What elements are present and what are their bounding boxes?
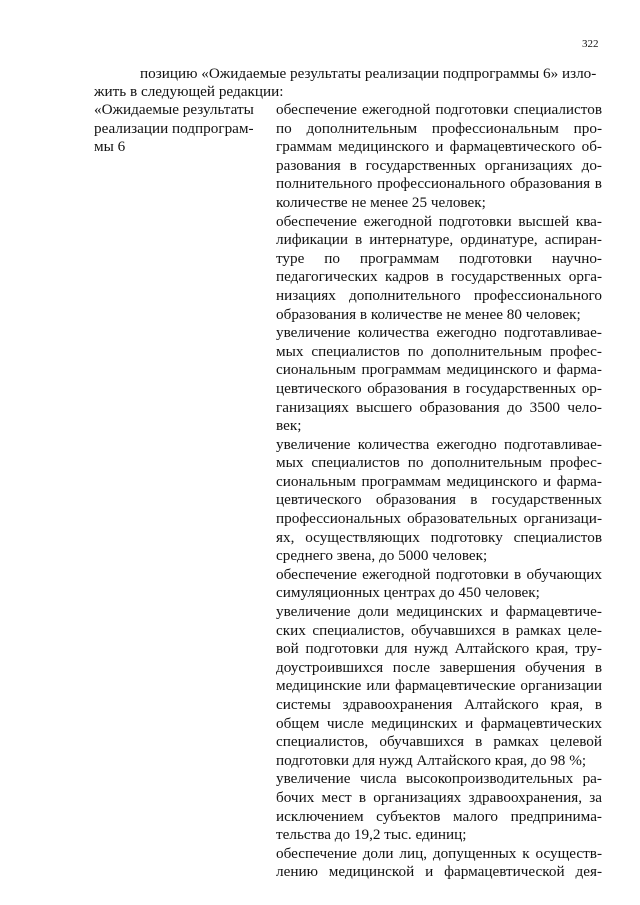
right-cell-line: образования в количестве не менее 80 человек; [276,305,581,323]
right-cell-line: ганизациях высшего образования до 3500 чело- [276,398,602,416]
right-cell-line: количестве не менее 25 человек; [276,193,486,211]
right-cell-line: обеспечение ежегодной подготовки высшей ква- [276,212,602,230]
right-cell-line: обеспечение ежегодной подготовки в обучающих [276,565,602,583]
right-cell-line: обеспечение ежегодной подготовки специалистов [276,101,602,118]
intro-paragraph [94,65,604,101]
right-cell-line: увеличение доли медицинских и фармацевтиче- [276,603,602,621]
intro-line-1: позицию «Ожидаемые результаты реализации подпрограммы 6» изло- [140,65,597,82]
right-cell-line: сиональным программам медицинского и фарма- [276,361,602,379]
right-cell-line: медицинские или фармацевтические организации [276,677,602,695]
right-cell-line: туре по программам подготовки научно- [276,249,602,267]
left-cell-line: мы 6 [94,138,126,156]
intro-line-2: жить в следующей редакции: [94,83,284,100]
right-cell-line: граммам медицинского и фармацевтического об- [276,138,602,156]
right-cell-line: полнительного профессионального образования в [276,175,602,193]
right-cell-line: разования в государственных организациях до- [276,156,602,174]
right-cell-line: век; [276,417,302,435]
right-cell-line: общем числе медицинских и фармацевтических [276,714,602,732]
right-cell-line: педагогических кадров в государственных орга- [276,268,602,286]
right-cell-line: симуляционных центрах до 450 человек; [276,584,540,602]
right-cell-line: среднего звена, до 5000 человек; [276,547,488,565]
right-cell-line: мых специалистов по дополнительным профес- [276,342,602,360]
right-cell-line: доустроившихся после завершения обучения в [276,658,602,676]
right-cell-line: увеличение количества ежегодно подготавливае- [276,324,602,342]
right-cell-line: исключением субъектов малого предпринима- [276,807,602,825]
right-cell-line: ях, осуществляющих подготовку специалистов [276,528,602,546]
right-cell-line: системы здравоохранения Алтайского края, в [276,696,602,713]
right-cell-line: увеличение количества ежегодно подготавливае- [276,435,602,453]
left-cell-line: «Ожидаемые результаты [94,101,254,118]
right-cell-line: лению медицинской и фармацевтической дея- [276,863,602,881]
right-cell-line: обеспечение доли лиц, допущенных к осуществ- [276,844,602,862]
right-cell-line: низациях дополнительного профессионального [276,286,602,304]
right-cell-line: специалистов, обучавшихся в рамках целевой [276,733,602,751]
right-cell-line: цевтического образования в государственных [276,491,602,509]
right-cell-line: вой подготовки для нужд Алтайского края, тру- [276,640,602,658]
left-cell-line: реализации подпрограм- [94,119,254,137]
right-cell-line: лификации в интернатуре, ординатуре, аспиран- [276,231,602,249]
position-title-cell [94,101,264,157]
right-cell-line: цевтического образования в государственных ор- [276,379,602,397]
expected-results-cell [276,101,602,882]
right-cell-line: бочих мест в организациях здравоохранения, за [276,788,602,806]
right-cell-line: тельства до 19,2 тыс. единиц; [276,826,467,844]
right-cell-line: сиональным программам медицинского и фарма- [276,472,602,490]
right-cell-line: ских специалистов, обучавшихся в рамках целе- [276,621,602,639]
right-cell-line: подготовки для нужд Алтайского края, до 98 %; [276,751,587,769]
page-number: 322 [582,38,599,50]
right-cell-line: увеличение числа высокопроизводительных ра- [276,770,602,788]
right-cell-line: профессиональных образовательных организаци- [276,510,602,528]
right-cell-line: по дополнительным профессиональным про- [276,119,602,137]
right-cell-line: мых специалистов по дополнительным профес- [276,454,602,472]
